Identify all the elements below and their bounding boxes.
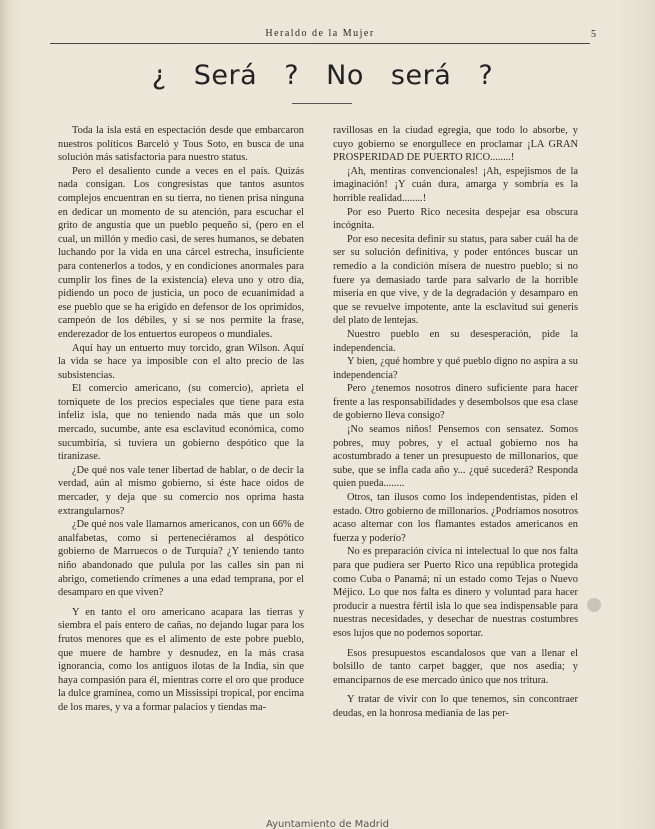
title-divider (292, 103, 352, 104)
paragraph: Aquí hay un entuerto muy torcido, gran Wilson. Aquí la vida se hace ya imposible con el alto precio de las subsistencias. (58, 342, 304, 381)
article-title: ¿ Será ? No será ? (151, 60, 494, 91)
paragraph: ravillosas en la ciudad egregia, que todo lo absorbe, y cuyo gobierno se enorgullece en proclamar ¡LA GRAN PROSPERIDAD DE PUERTO RICO........! (333, 125, 578, 164)
paragraph: ¿De qué nos vale tener libertad de hablar, o de decir la verdad, aún al mismo gobierno, si éste hace oídos de mercader, y deja que su comercio nos oprima hasta extrangularnos? (58, 464, 304, 517)
paragraph: Esos presupuestos escandalosos que van a llenar el bolsillo de tanto carpet bagger, que nos asedia; y emanciparnos de ese mercado único que nos tritura. (333, 647, 578, 686)
paragraph: Pero el desaliento cunde a veces en el país. Quizás nada consigan. Los congresistas que tantos asuntos complejos encuentran en su tierra, no tienen prisa ninguna en dedicar un momento de su atención, para escuchar el grito de angustia que un pueblo pequeño sí, (pero en el cual, un millón y medio casi, de seres humanos, se debaten luchando por la vida en una cárcel estrecha, insuficiente para contenerlos a todos, y en condiciones anormales para cumplir los fines de la existencia) eleva uno y otro día, pidiendo un poco de justicia, un poco de ecuanimidad a ese pueblo que se ha erigido en defensor de los oprimidos, campeón de los débiles, y si se nos permite la frase, enderezador de los entuertos europeos o mundiales. (58, 165, 304, 340)
page-number: 5 (591, 29, 596, 40)
paragraph: Y tratar de vivir con lo que tenemos, sin concontraer deudas, en la honrosa medianía de las per- (333, 694, 578, 719)
archive-watermark: Ayuntamiento de Madrid (265, 819, 390, 829)
running-header (50, 28, 596, 44)
paragraph: ¿De qué nos vale llamarnos americanos, con un 66% de analfabetas, como si perteneciéramos al despótico gobierno de Marruecos o de Turquía? ¿Y teniendo tanto niño abandonado que pulula por las calles sin pan ni abrigo, cometiendo crímenes a una edad temprana, por el desamparo en que viven? (58, 519, 304, 599)
paragraph: No es preparación cívica ni intelectual lo que nos falta para que pudiera ser Puerto Rico una república protegida como Cuba o Panamá; ni un estado como Tejas o Nuevo Méjico. Lo que nos falta es dinero y voluntad para hacer producir a nuestra fértil isla lo que sea indispensable para nuestras necesidades, y desechar de nuestras costumbres esos lujos que no podemos soportar. (333, 546, 578, 639)
paragraph: Por eso Puerto Rico necesita despejar esa obscura incógnita. (333, 206, 578, 232)
paragraph: Otros, tan ilusos como los independentistas, piden el estado. Otro gobierno de millonarios. ¿Podríamos nosotros acaso alternar con los flamantes estados americanos en fuerza y poderío? (333, 492, 578, 544)
header-title: Heraldo de la Mujer (265, 28, 375, 39)
paragraph: Toda la isla está en espectación desde que embarcaron nuestros políticos Barceló y Tous Soto, en busca de una solución más satisfactoria para nuestro status. (58, 125, 304, 164)
left-column (58, 124, 304, 715)
paragraph: Y en tanto el oro americano acapara las tierras y siembra el país entero de cañas, no dejando lugar para los frutos menores que es el alimento de este pobre pueblo, que muere de hambre y desnudez, en la más crasa ignorancia, como los antiguos ilotas de la India, sin que haya compasión para él, mientras corre el oro que produce la dulce gramínea, como un Mississipi tropical, por encima de los mares, y va a formar palacios y tiendas ma- (58, 606, 304, 713)
paragraph: Nuestro pueblo en su desesperación, pide la independencia. (333, 328, 578, 354)
right-column (333, 124, 578, 721)
paragraph: ¡No seamos niños! Pensemos con sensatez. Somos pobres, muy pobres, y el actual gobierno nos ha acostumbrado a tener un presupuesto de millonarios, que sube, que se infla cada año y... ¿qué sucederá? Responda quien pueda........ (333, 424, 578, 490)
paragraph: ¡Ah, mentiras convencionales! ¡Ah, espejismos de la imaginación! ¡Y cuán dura, amarga y sombría es la horrible realidad........! (333, 165, 578, 204)
paragraph: Por eso necesita definir su status, para saber cuál ha de ser su solución definitiva, y poder entónces buscar un remedio a la condición mísera de nuestro pueblo; si no fuere ya demasiado tarde para salvarlo de la horrible miseria en que vive, y de la degradación y desamparo en que se revuelve impotente, ante la esclavitud sui generis del plato de lentejas. (333, 233, 578, 327)
paragraph: Pero ¿tenemos nosotros dinero suficiente para hacer frente a las responsabilidades y desembolsos que esa clase de gobierno lleva consigo? (333, 383, 578, 422)
paragraph: Y bien, ¿qué hombre y qué pueblo digno no aspira a su independencia? (333, 356, 578, 381)
paragraph: El comercio americano, (su comercio), aprieta el torniquete de los precios especiales que tiene para esta infeliz isla, que no teniendo nada más que un solo mercado, sucumbe, ante esa esclavitud económica, como sucumbiría, si tuviera un gobierno despótico que la tiranizase. (58, 383, 304, 463)
paper-blemish (587, 598, 601, 612)
